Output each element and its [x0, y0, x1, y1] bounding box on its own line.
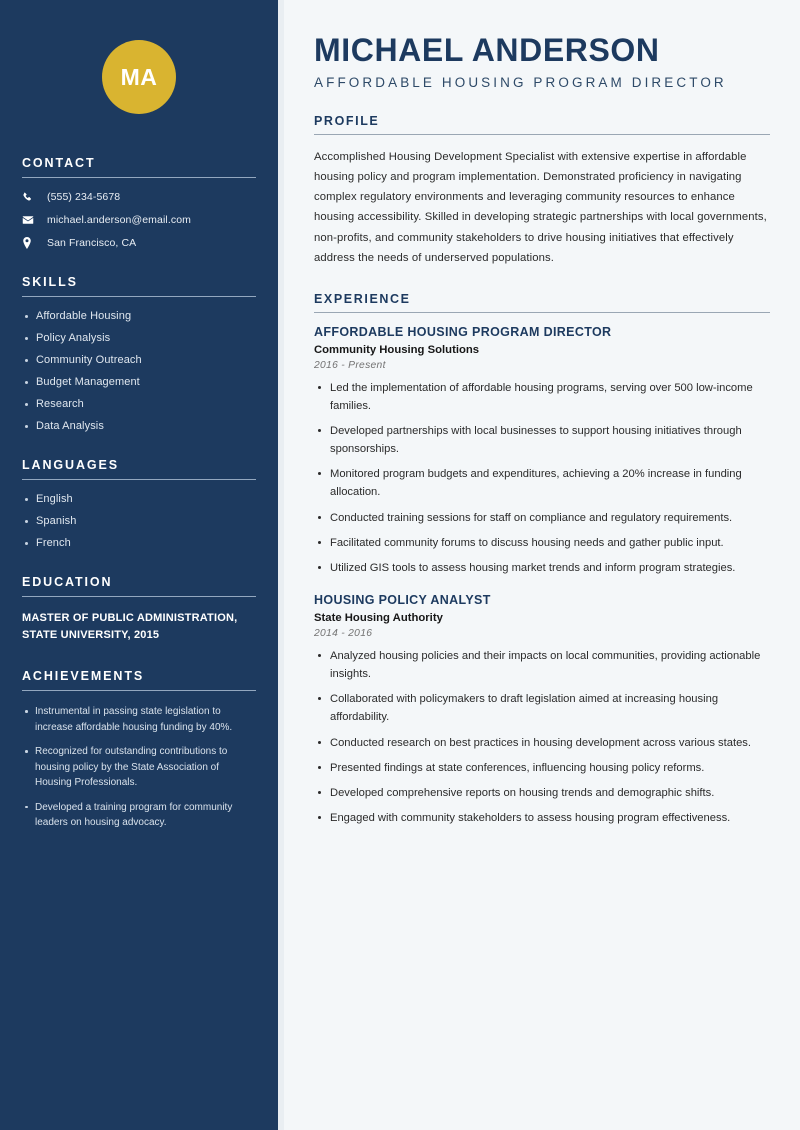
phone-icon: [22, 192, 40, 203]
experience-dates: 2014 - 2016: [314, 628, 373, 640]
skills-divider: [22, 296, 256, 297]
skills-heading: SKILLS: [22, 275, 78, 289]
experience-bullets: [314, 379, 770, 577]
experience-heading: EXPERIENCE: [314, 291, 411, 306]
list-item: Data Analysis: [22, 420, 256, 432]
profile-section: [314, 114, 770, 268]
profile-heading: PROFILE: [314, 114, 380, 129]
profile-text: Accomplished Housing Development Specialist with extensive expertise in affordable housing policy and program implementation. Demonstrated proficiency in navigating complex regulatory environments and leveraging community resources to enhance housing accessibility. Skilled in developing strategic partnerships with local governments, non-profits, and community stakeholders to drive housing initiatives that effectively address the needs of underserved populations.: [314, 151, 767, 264]
avatar-container: [22, 0, 256, 156]
list-item: French: [22, 537, 256, 549]
list-item: Developed a training program for community leaders on housing advocacy.: [22, 800, 256, 831]
languages-heading: LANGUAGES: [22, 458, 119, 472]
experience-company: Community Housing Solutions: [314, 343, 480, 356]
experience-entry: [314, 325, 770, 577]
languages-section: [22, 458, 256, 549]
experience-title: HOUSING POLICY ANALYST: [314, 593, 491, 608]
contact-item-email: [22, 214, 256, 226]
location-value: San Francisco, CA: [47, 237, 137, 249]
list-item: Instrumental in passing state legislation to increase affordable housing funding by 40%.: [22, 704, 256, 735]
education-degree: MASTER OF PUBLIC ADMINISTRATION, STATE UNIVERSITY, 2015: [22, 612, 238, 641]
experience-section: [314, 292, 770, 827]
list-item: Policy Analysis: [22, 332, 256, 344]
achievements-list: [22, 704, 256, 831]
list-item: Affordable Housing: [22, 310, 256, 322]
list-item: Utilized GIS tools to assess housing market trends and inform program strategies.: [314, 559, 770, 577]
list-item: Spanish: [22, 515, 256, 527]
experience-bullets: [314, 647, 770, 827]
list-item: Analyzed housing policies and their impacts on local communities, providing actionable insights.: [314, 647, 770, 683]
experience-dates: 2016 - Present: [314, 359, 386, 371]
email-icon: [22, 214, 40, 226]
list-item: Conducted research on best practices in housing development across various states.: [314, 734, 770, 752]
achievements-divider: [22, 690, 256, 691]
list-item: Conducted training sessions for staff on compliance and regulatory requirements.: [314, 509, 770, 527]
languages-list: [22, 493, 256, 549]
achievements-heading: ACHIEVEMENTS: [22, 669, 145, 683]
contact-item-location: [22, 237, 256, 249]
education-heading: EDUCATION: [22, 575, 113, 589]
sidebar: [0, 0, 278, 1130]
phone-value[interactable]: (555) 234-5678: [47, 191, 121, 203]
list-item: Budget Management: [22, 376, 256, 388]
experience-company: State Housing Authority: [314, 612, 443, 625]
job-role-subtitle: AFFORDABLE HOUSING PROGRAM DIRECTOR: [314, 75, 727, 91]
contact-heading: CONTACT: [22, 156, 96, 170]
education-divider: [22, 596, 256, 597]
experience-title: AFFORDABLE HOUSING PROGRAM DIRECTOR: [314, 324, 612, 339]
list-item: Collaborated with policymakers to draft legislation aimed at increasing housing affordability.: [314, 690, 770, 726]
location-pin-icon: [22, 237, 40, 249]
email-value[interactable]: michael.anderson@email.com: [47, 214, 191, 226]
skills-list: [22, 310, 256, 432]
list-item: English: [22, 493, 256, 505]
list-item: Presented findings at state conferences, influencing housing policy reforms.: [314, 759, 770, 777]
achievements-section: [22, 669, 256, 831]
contact-item-phone: [22, 191, 256, 203]
skills-section: [22, 275, 256, 432]
list-item: Facilitated community forums to discuss housing needs and gather public input.: [314, 534, 770, 552]
contact-divider: [22, 177, 256, 178]
avatar-initials: MA: [102, 40, 176, 114]
list-item: Developed comprehensive reports on housing trends and demographic shifts.: [314, 784, 770, 802]
languages-divider: [22, 479, 256, 480]
main-content: [284, 0, 800, 1130]
list-item: Monitored program budgets and expenditures, achieving a 20% increase in funding allocation.: [314, 465, 770, 501]
list-item: Engaged with community stakeholders to assess housing program effectiveness.: [314, 809, 770, 827]
experience-entry: [314, 593, 770, 827]
list-item: Recognized for outstanding contributions to housing policy by the State Association of Housing Professionals.: [22, 744, 256, 791]
page-title: MICHAEL ANDERSON: [314, 32, 660, 68]
education-section: [22, 575, 256, 643]
contact-section: [22, 156, 256, 249]
list-item: Community Outreach: [22, 354, 256, 366]
experience-divider: [314, 312, 770, 313]
list-item: Led the implementation of affordable housing programs, serving over 500 low-income families.: [314, 379, 770, 415]
profile-divider: [314, 134, 770, 135]
list-item: Developed partnerships with local businesses to support housing initiatives through sponsorships.: [314, 422, 770, 458]
list-item: Research: [22, 398, 256, 410]
